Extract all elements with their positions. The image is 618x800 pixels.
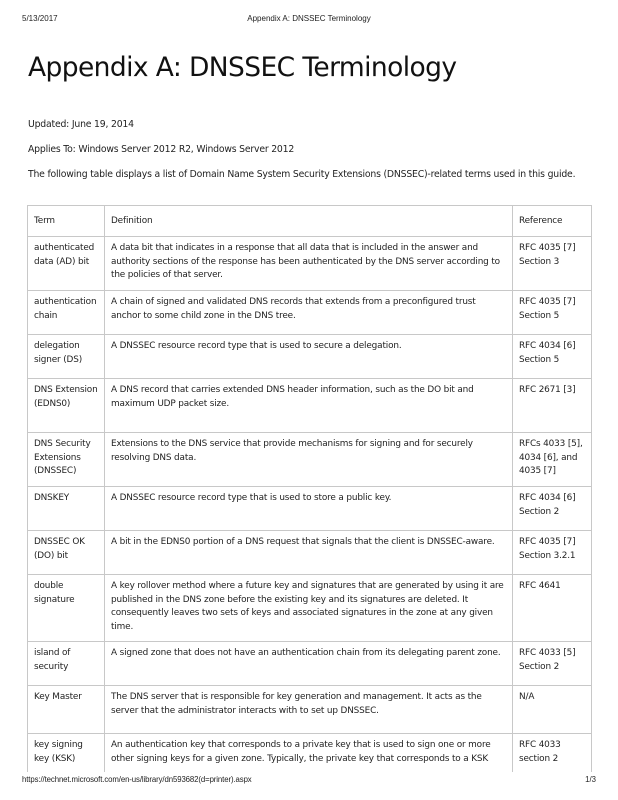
term-cell: island of security bbox=[28, 642, 105, 686]
table-row bbox=[28, 487, 592, 531]
table-row bbox=[28, 335, 592, 379]
term-cell: key signing key (KSK) bbox=[28, 734, 105, 773]
table-row bbox=[28, 379, 592, 433]
header-term: Term bbox=[28, 206, 105, 237]
definition-cell: A data bit that indicates in a response that all data that is included in the answer and authority sections of the response has been authenticated by the DNS server according to the policies of that server. bbox=[105, 237, 513, 291]
term-cell: delegation signer (DS) bbox=[28, 335, 105, 379]
term-cell: double signature bbox=[28, 575, 105, 642]
term-cell: DNS Extension (EDNS0) bbox=[28, 379, 105, 433]
term-cell: DNSKEY bbox=[28, 487, 105, 531]
definition-cell: A DNSSEC resource record type that is used to secure a delegation. bbox=[105, 335, 513, 379]
definition-cell: Extensions to the DNS service that provide mechanisms for signing and for securely resolving DNS data. bbox=[105, 433, 513, 487]
page-number: 1/3 bbox=[585, 775, 596, 784]
reference-cell: RFC 4034 [6] Section 5 bbox=[513, 335, 592, 379]
table-row bbox=[28, 642, 592, 686]
reference-cell: RFC 4034 [6] Section 2 bbox=[513, 487, 592, 531]
definition-cell: A key rollover method where a future key and signatures that are generated by using it are published in the DNS zone before the existing key and its signatures are deleted. It consequently leaves two sets of keys and associated signatures in the zone at any given time. bbox=[105, 575, 513, 642]
reference-cell: RFC 4035 [7] Section 3 bbox=[513, 237, 592, 291]
header-definition: Definition bbox=[105, 206, 513, 237]
applies-to: Applies To: Windows Server 2012 R2, Windows Server 2012 bbox=[28, 144, 295, 155]
table-row bbox=[28, 237, 592, 291]
terminology-table bbox=[27, 205, 592, 772]
reference-cell: RFC 4035 [7] Section 3.2.1 bbox=[513, 531, 592, 575]
definition-cell: A bit in the EDNS0 portion of a DNS request that signals that the client is DNSSEC-aware. bbox=[105, 531, 513, 575]
table-row bbox=[28, 531, 592, 575]
table-row bbox=[28, 686, 592, 734]
print-date: 5/13/2017 bbox=[22, 14, 58, 23]
reference-cell: RFC 4035 [7] Section 5 bbox=[513, 291, 592, 335]
header-reference: Reference bbox=[513, 206, 592, 237]
print-url: https://technet.microsoft.com/en-us/library/dn593682(d=printer).aspx bbox=[22, 775, 252, 784]
reference-cell: RFC 4641 bbox=[513, 575, 592, 642]
reference-cell: N/A bbox=[513, 686, 592, 734]
table-row bbox=[28, 433, 592, 487]
reference-cell: RFC 4033 [5] Section 2 bbox=[513, 642, 592, 686]
intro-text: The following table displays a list of Domain Name System Security Extensions (DNSSEC)-related terms used in this guide. bbox=[28, 169, 576, 180]
table-row bbox=[28, 734, 592, 773]
definition-cell: A DNSSEC resource record type that is used to store a public key. bbox=[105, 487, 513, 531]
definition-cell: An authentication key that corresponds to a private key that is used to sign one or more other signing keys for a given zone. Typically, the private key that corresponds to a KSK bbox=[105, 734, 513, 773]
reference-cell: RFC 4033 section 2 bbox=[513, 734, 592, 773]
page-title: Appendix A: DNSSEC Terminology bbox=[28, 52, 457, 83]
print-footer bbox=[0, 775, 618, 789]
definition-cell: A DNS record that carries extended DNS header information, such as the DO bit and maximum UDP packet size. bbox=[105, 379, 513, 433]
term-cell: authenticated data (AD) bit bbox=[28, 237, 105, 291]
print-title: Appendix A: DNSSEC Terminology bbox=[247, 14, 371, 23]
term-cell: DNS Security Extensions (DNSSEC) bbox=[28, 433, 105, 487]
definition-cell: The DNS server that is responsible for key generation and management. It acts as the server that the administrator interacts with to set up DNSSEC. bbox=[105, 686, 513, 734]
reference-cell: RFCs 4033 [5], 4034 [6], and 4035 [7] bbox=[513, 433, 592, 487]
table-header-row bbox=[28, 206, 592, 237]
reference-cell: RFC 2671 [3] bbox=[513, 379, 592, 433]
term-cell: DNSSEC OK (DO) bit bbox=[28, 531, 105, 575]
term-cell: Key Master bbox=[28, 686, 105, 734]
updated-date: Updated: June 19, 2014 bbox=[28, 119, 134, 130]
term-cell: authentication chain bbox=[28, 291, 105, 335]
definition-cell: A chain of signed and validated DNS records that extends from a preconfigured trust anchor to some child zone in the DNS tree. bbox=[105, 291, 513, 335]
table-row bbox=[28, 291, 592, 335]
definition-cell: A signed zone that does not have an authentication chain from its delegating parent zone. bbox=[105, 642, 513, 686]
table-row bbox=[28, 575, 592, 642]
